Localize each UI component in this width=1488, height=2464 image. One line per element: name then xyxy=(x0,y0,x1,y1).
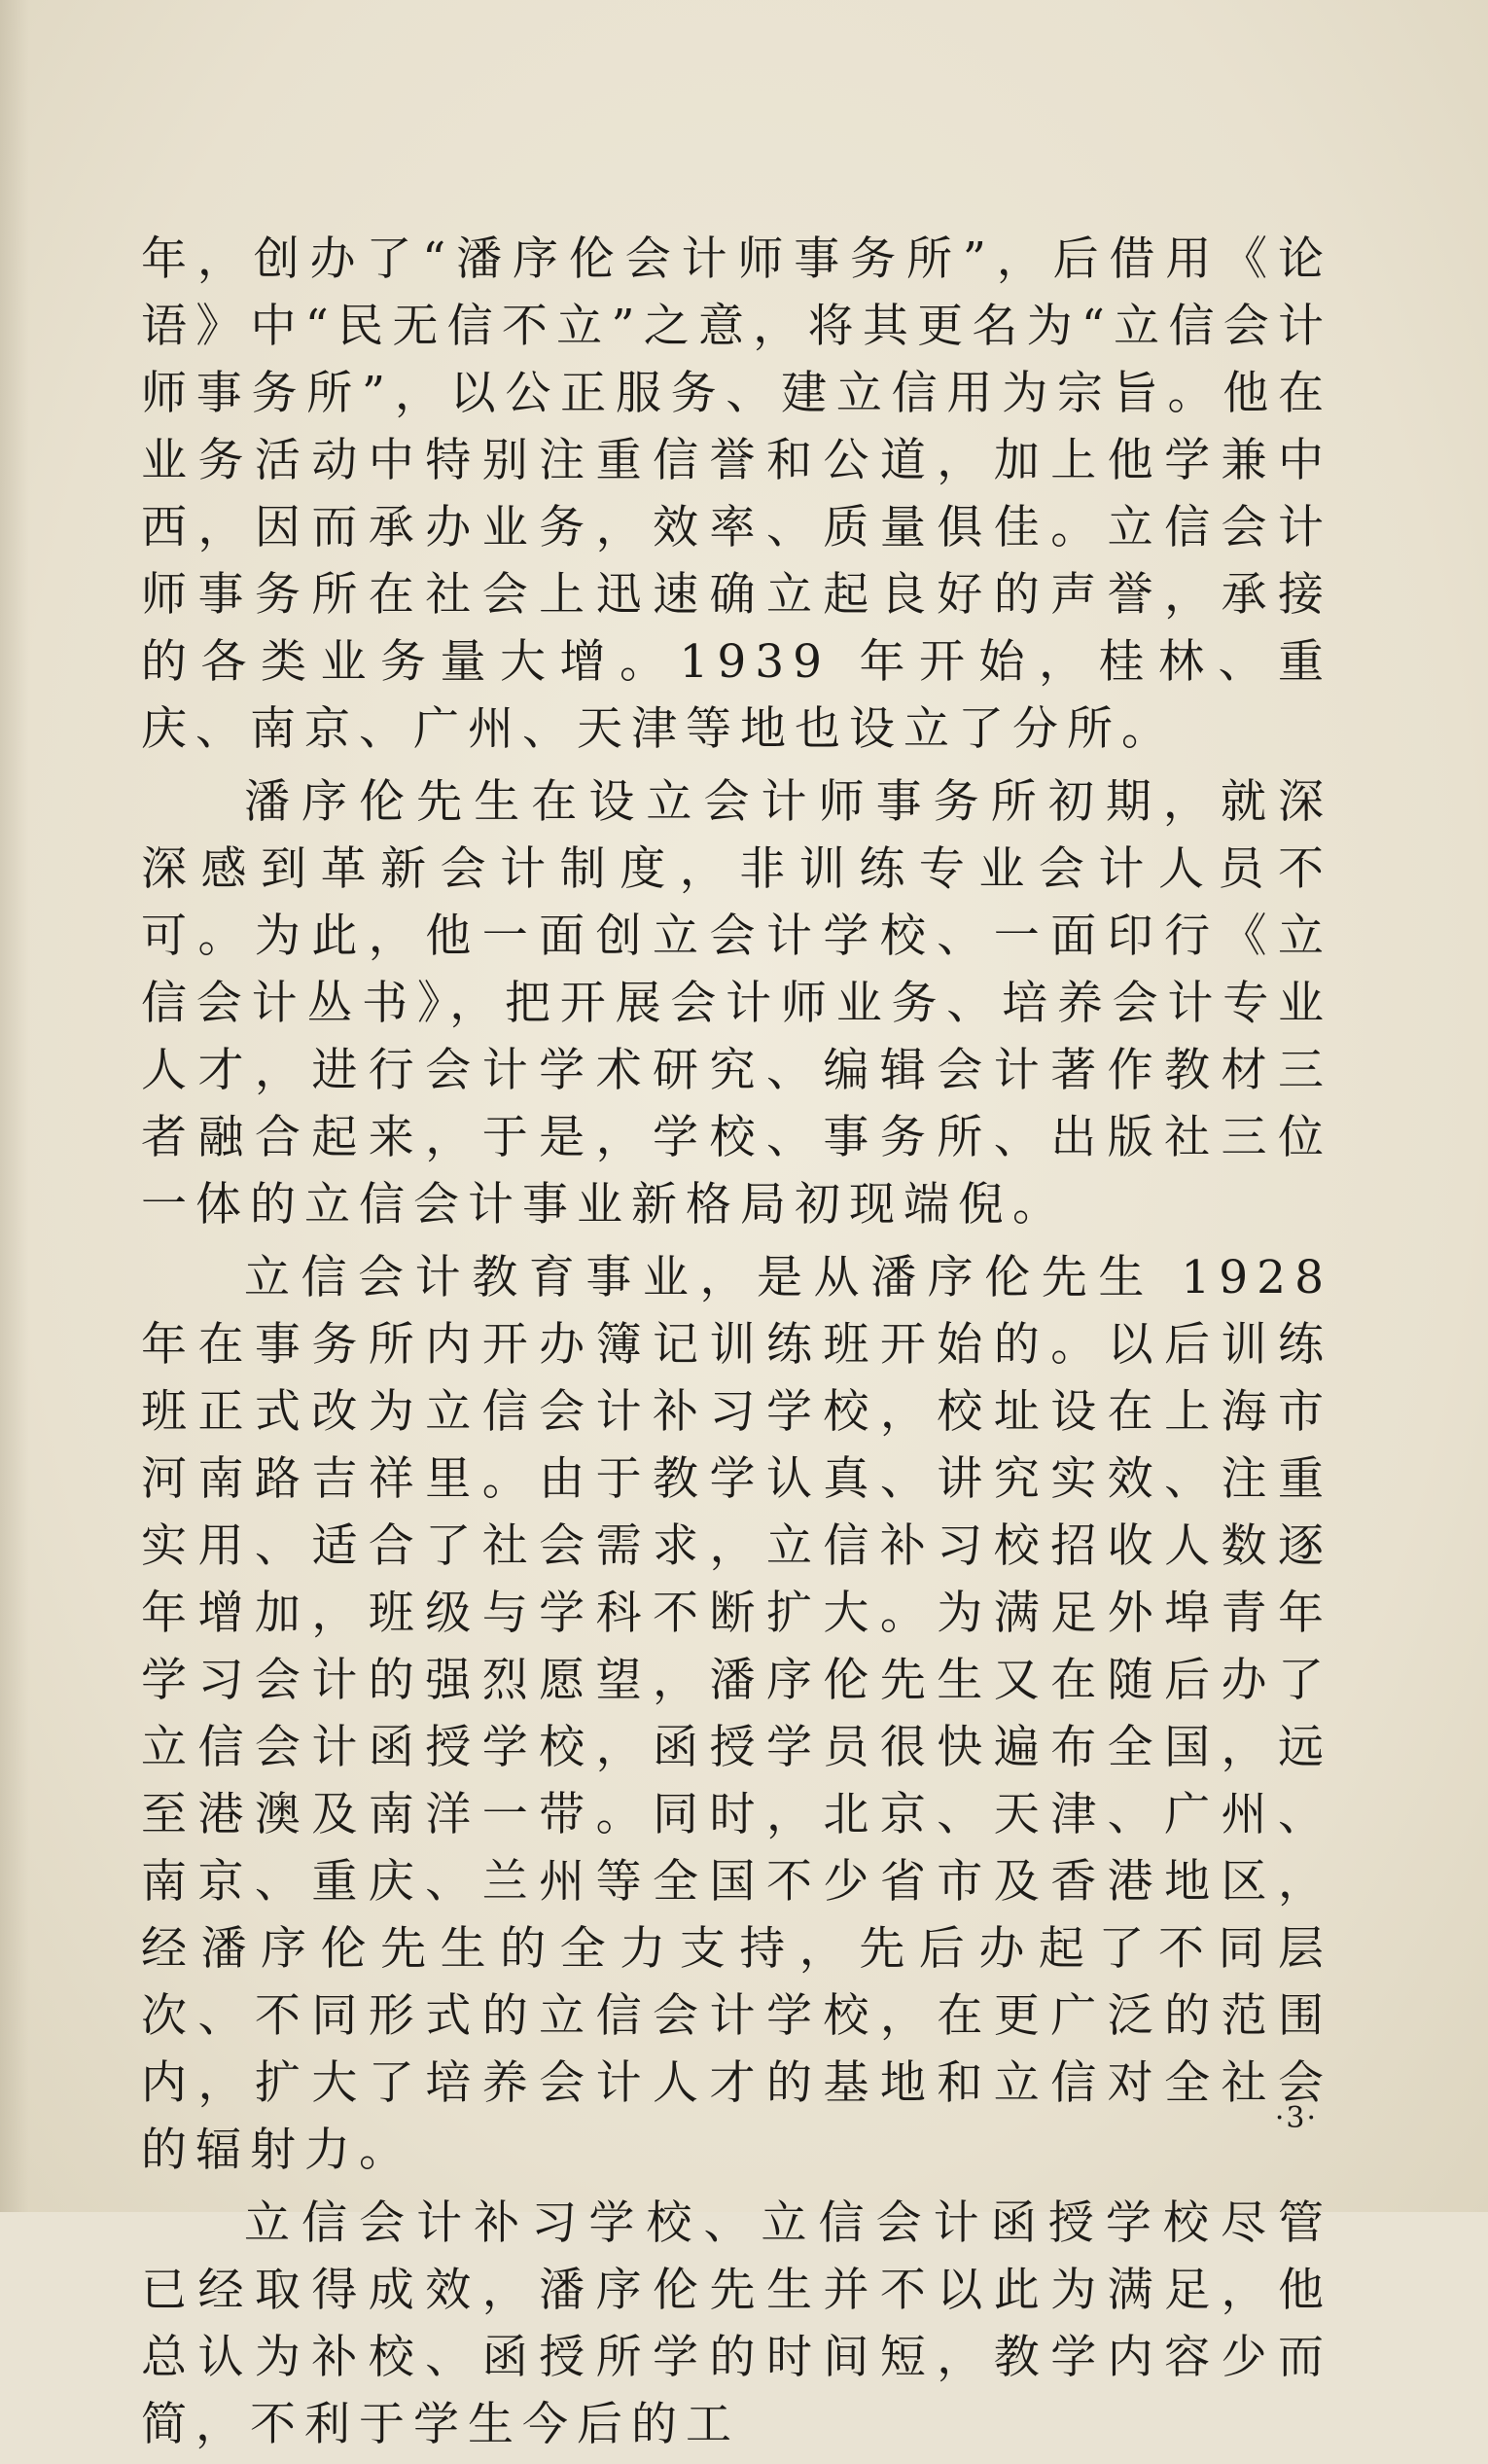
page-number: ·3· xyxy=(1274,2101,1318,2135)
paragraph-4: 立信会计补习学校、立信会计函授学校尽管已经取得成效，潘序伦先生并不以此为满足，他总认为补校、函授所学的时间短，教学内容少而简，不利于学生今后的工 xyxy=(141,2196,1332,2451)
paragraph-3: 立信会计教育事业，是从潘序伦先生 1928 年在事务所内开办簿记训练班开始的。以后训练班正式改为立信会计补习学校，校址设在上海市河南路吉祥里。由于教学认真、讲究实效、注重实用、适合了社会需求，立信补习校招收人数逐年增加，班级与学科不断扩大。为满足外埠青年学习会计的强烈愿望，潘序伦先生又在随后办了立信会计函授学校，函授学员很快遍布全国，远至港澳及南洋一带。同时，北京、天津、广州、南京、重庆、兰州等全国不少省市及香港地区，经潘序伦先生的全力支持，先后办起了不同层次、不同形式的立信会计学校，在更广泛的范围内，扩大了培养会计人才的基地和立信对全社会的辐射力。 xyxy=(141,1251,1332,2177)
body-text xyxy=(141,226,1332,2464)
paragraph-1: 年，创办了“潘序伦会计师事务所”，后借用《论语》中“民无信不立”之意，将其更名为“立信会计师事务所”，以公正服务、建立信用为宗旨。他在业务活动中特别注重信誉和公道，加上他学兼中西，因而承办业务，效率、质量俱佳。立信会计师事务所在社会上迅速确立起良好的声誉，承接的各类业务量大增。1939 年开始，桂林、重庆、南京、广州、天津等地也设立了分所。 xyxy=(141,232,1332,756)
paragraph-2: 潘序伦先生在设立会计师事务所初期，就深深感到革新会计制度，非训练专业会计人员不可。为此，他一面创立会计学校、一面印行《立信会计丛书》，把开展会计师业务、培养会计专业人才，进行会计学术研究、编辑会计著作教材三者融合起来，于是，学校、事务所、出版社三位一体的立信会计事业新格局初现端倪。 xyxy=(141,775,1332,1232)
page-edge-shadow xyxy=(0,0,29,2212)
